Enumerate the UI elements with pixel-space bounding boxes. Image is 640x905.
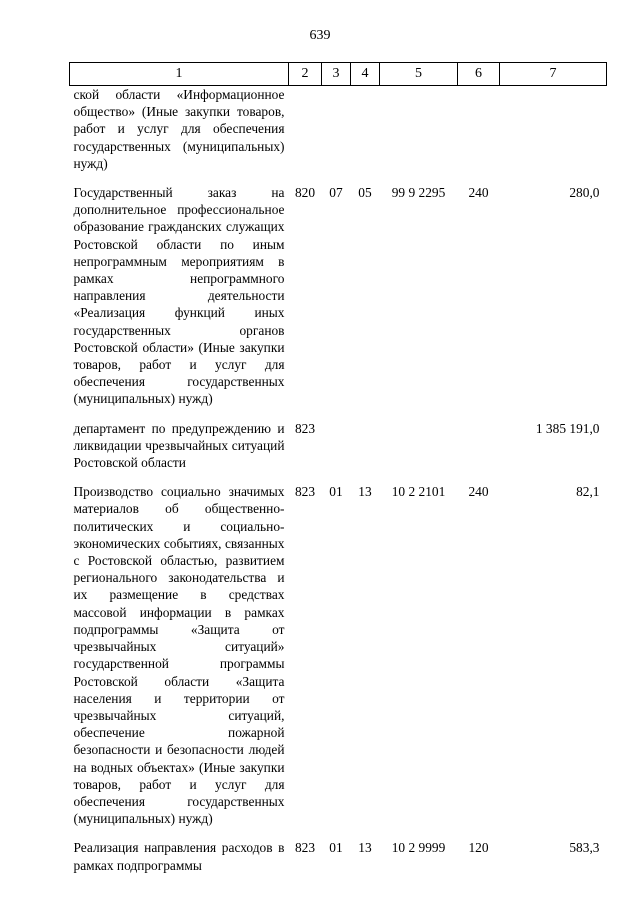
row-vr: 120 — [468, 840, 489, 856]
row-pr: 13 — [358, 840, 372, 856]
row-ved: 820 — [294, 185, 316, 201]
row-vr — [458, 420, 500, 484]
row-csr: 10 2 2101 — [391, 484, 446, 500]
row-vr: 240 — [468, 484, 489, 500]
row-pr — [351, 86, 380, 185]
row-rz: 01 — [329, 840, 343, 856]
header-col-2: 2 — [289, 63, 322, 86]
row-name: департамент по предупреждению и ликвидации чрезвычайных ситуаций Ростовской области — [73, 420, 285, 471]
row-ved: 823 — [294, 840, 316, 856]
row-vr: 240 — [468, 185, 489, 201]
page-number: 639 — [309, 28, 331, 43]
row-vr — [458, 86, 500, 185]
header-col-7: 7 — [500, 63, 607, 86]
header-col-6: 6 — [458, 63, 500, 86]
row-csr: 99 9 2295 — [391, 185, 446, 201]
row-pr: 13 — [358, 484, 372, 500]
header-row — [70, 63, 607, 86]
row-name: Производство социально значимых материалов об общественно-политических и социально-экономических событиях, связанных с Ростовской областью, развитием регионального законодательства и их размещение в средствах массовой информации в рамках подпрограммы «Защита от чрезвычайных ситуаций» государственной программы Ростовской области «Защита населения и территории от чрезвычайных ситуаций, обеспечение пожарной безопасности и безопасности людей на водных объектах» (Иные закупки товаров, работ и услуг для обеспечения государственных (муниципальных) нужд) — [73, 484, 285, 827]
budget-table — [69, 62, 607, 886]
row-sum — [500, 86, 607, 185]
header-col-1: 1 — [70, 63, 289, 86]
row-sum: 280,0 — [569, 185, 600, 201]
row-ved: 823 — [294, 420, 316, 436]
row-sum: 583,3 — [569, 840, 600, 856]
row-pr — [351, 420, 380, 484]
row-rz — [322, 86, 351, 185]
table-header — [70, 63, 607, 86]
table-body — [70, 86, 607, 886]
row-csr: 10 2 9999 — [391, 840, 446, 856]
table-row — [70, 839, 607, 885]
row-ved — [289, 86, 322, 185]
row-name: ской области «Информационное общество» (Иные закупки товаров, работ и услуг для обеспечения государственных (муниципальных) нужд) — [73, 87, 285, 171]
row-ved: 823 — [294, 484, 316, 500]
table-row — [70, 420, 607, 484]
row-rz: 07 — [329, 185, 343, 201]
row-csr — [380, 86, 458, 185]
table-row — [70, 483, 607, 839]
row-name: Реализация направления расходов в рамках подпрограммы — [73, 840, 285, 873]
row-name: Государственный заказ на дополнительное профессиональное образование гражданских служащих Ростовской области по иным непрограммным мероприятиям в рамках непрограммного направления деятельности «Реализация функций иных государственных органов Ростовской области» (Иные закупки товаров, работ и услуг для обеспечения государственных (муниципальных) нужд) — [73, 185, 285, 407]
row-csr — [380, 420, 458, 484]
row-sum: 82,1 — [576, 484, 600, 500]
header-col-3: 3 — [322, 63, 351, 86]
row-sum: 1 385 191,0 — [535, 420, 600, 436]
header-col-5: 5 — [380, 63, 458, 86]
row-pr: 05 — [358, 185, 372, 201]
table-row — [70, 86, 607, 185]
table-row — [70, 184, 607, 420]
header-col-4: 4 — [351, 63, 380, 86]
row-rz — [322, 420, 351, 484]
row-rz: 01 — [329, 484, 343, 500]
